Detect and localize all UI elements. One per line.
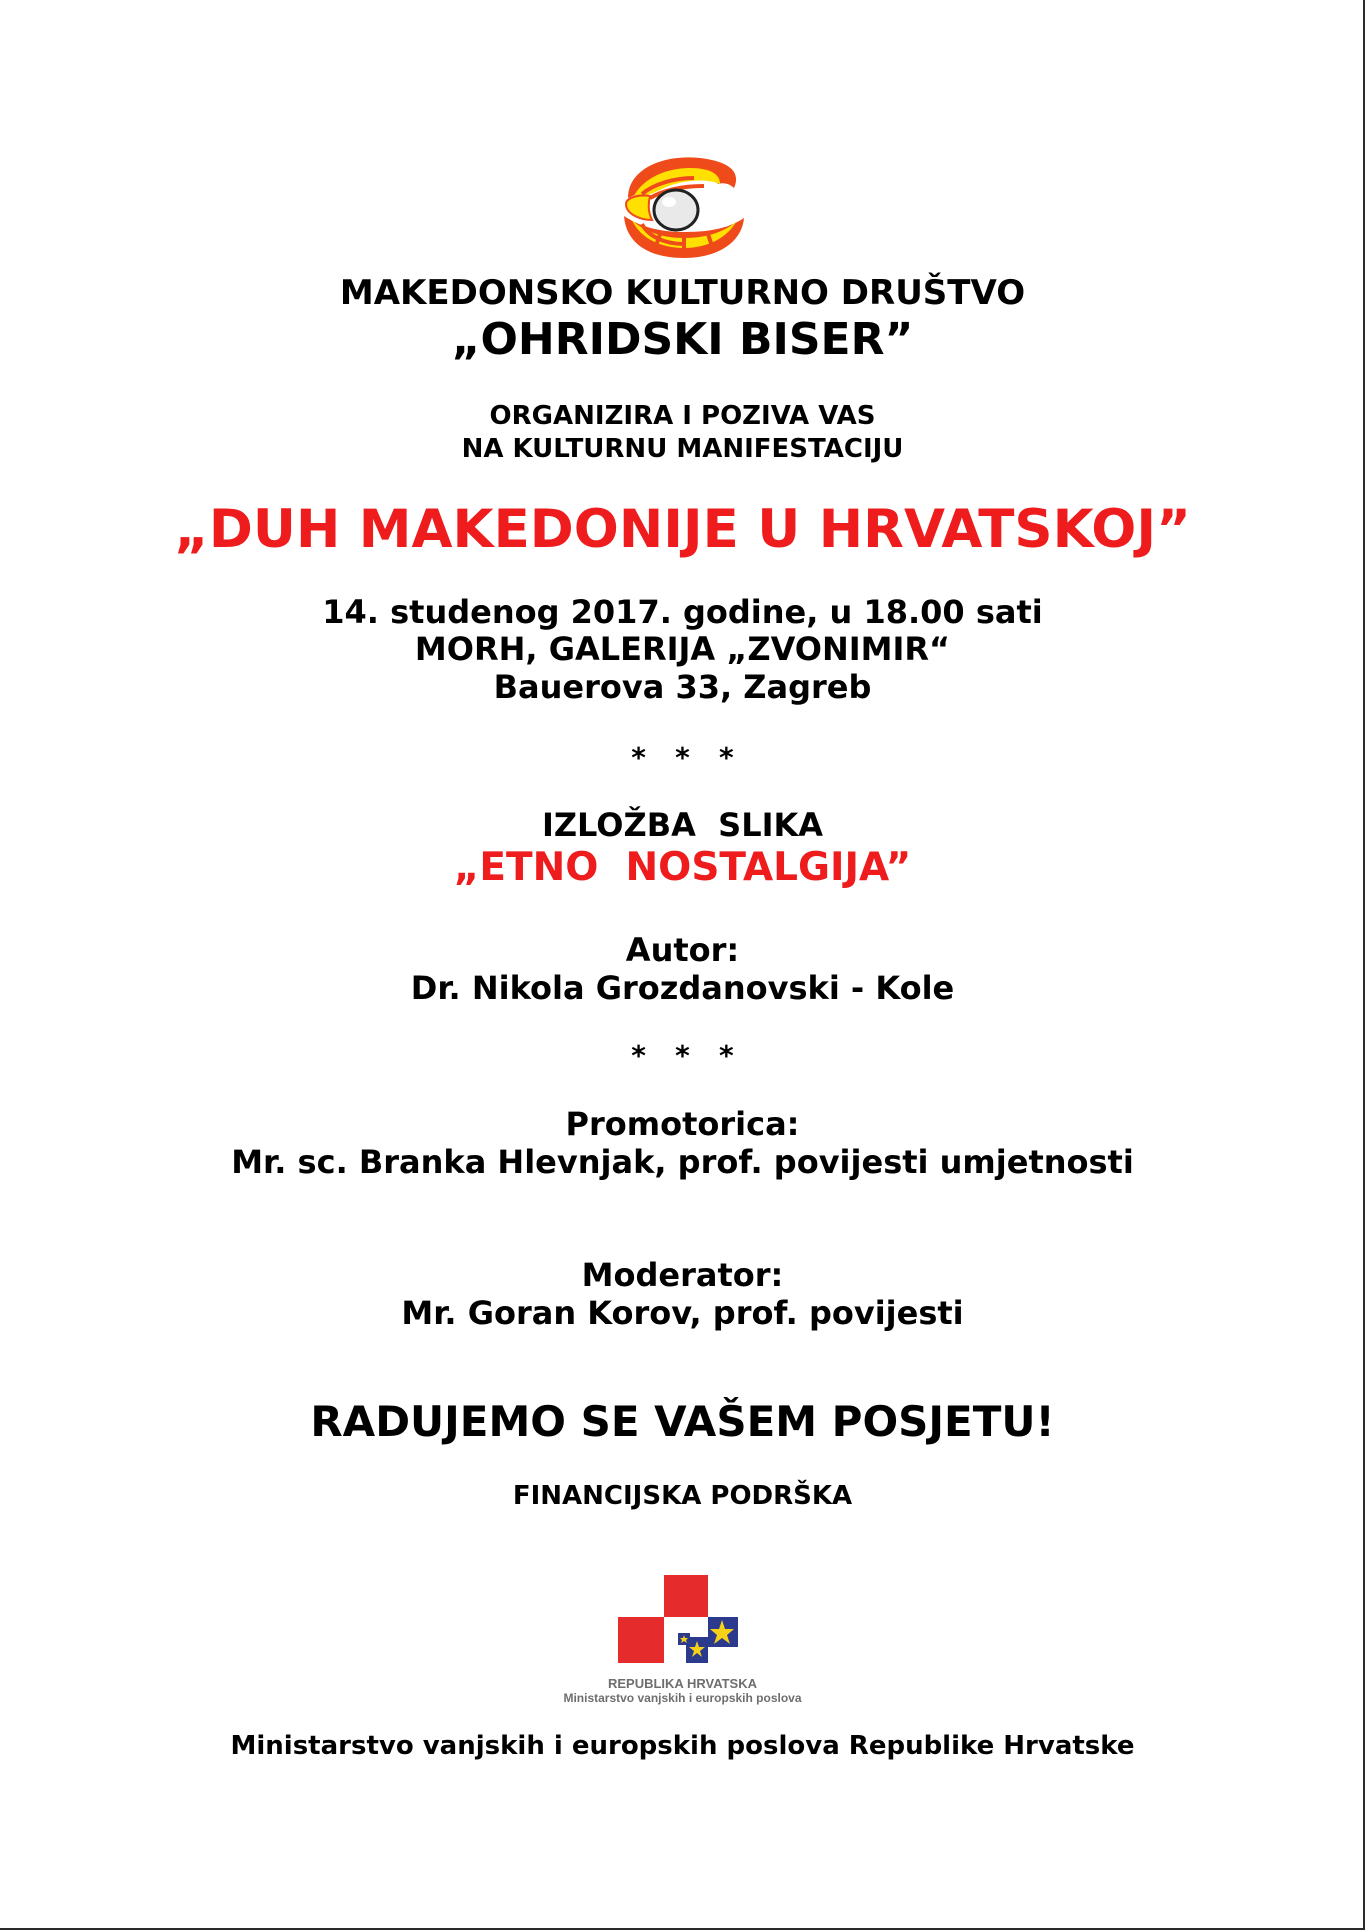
event-venue: MORH, GALERIJA „ZVONIMIR“ [414,630,951,668]
closing-message: RADUJEMO SE VAŠEM POSJETU! [310,1397,1055,1446]
support-label: FINANCIJSKA PODRŠKA [512,1481,853,1511]
author-name: Dr. Nikola Grozdanovski - Kole [410,969,955,1007]
sponsor-name: Ministarstvo vanjskih i europskih poslova Republike Hrvatske [230,1731,1135,1761]
event-date: 14. studenog 2017. godine, u 18.00 sati [322,593,1043,631]
logo-caption-ministry: Ministarstvo vanjskih i europskih poslova [563,1691,802,1705]
croatian-ministry-logo-icon [618,1575,742,1667]
separator-2: * * * [631,1039,734,1072]
moderator-label: Moderator: [581,1256,784,1294]
promoter-label: Promotorica: [565,1105,800,1143]
exhibition-label: IZLOŽBA SLIKA [541,806,824,844]
invite-line-2: NA KULTURNU MANIFESTACIJU [461,434,904,464]
pearl-shell-logo-icon [620,154,746,258]
separator-1: * * * [631,741,734,774]
event-address: Bauerova 33, Zagreb [493,668,872,706]
event-title: „DUH MAKEDONIJE U HRVATSKOJ” [174,499,1191,560]
exhibition-title: „ETNO NOSTALGIJA” [453,845,912,890]
moderator-name: Mr. Goran Korov, prof. povijesti [401,1294,964,1332]
society-heading: MAKEDONSKO KULTURNO DRUŠTVO [339,273,1026,313]
author-label: Autor: [625,931,740,969]
promoter-name: Mr. sc. Branka Hlevnjak, prof. povijesti umjetnosti [231,1143,1134,1181]
invite-line-1: ORGANIZIRA I POZIVA VAS [489,401,876,431]
logo-caption-republic: REPUBLIKA HRVATSKA [607,1676,758,1691]
society-name: „OHRIDSKI BISER” [451,314,914,365]
